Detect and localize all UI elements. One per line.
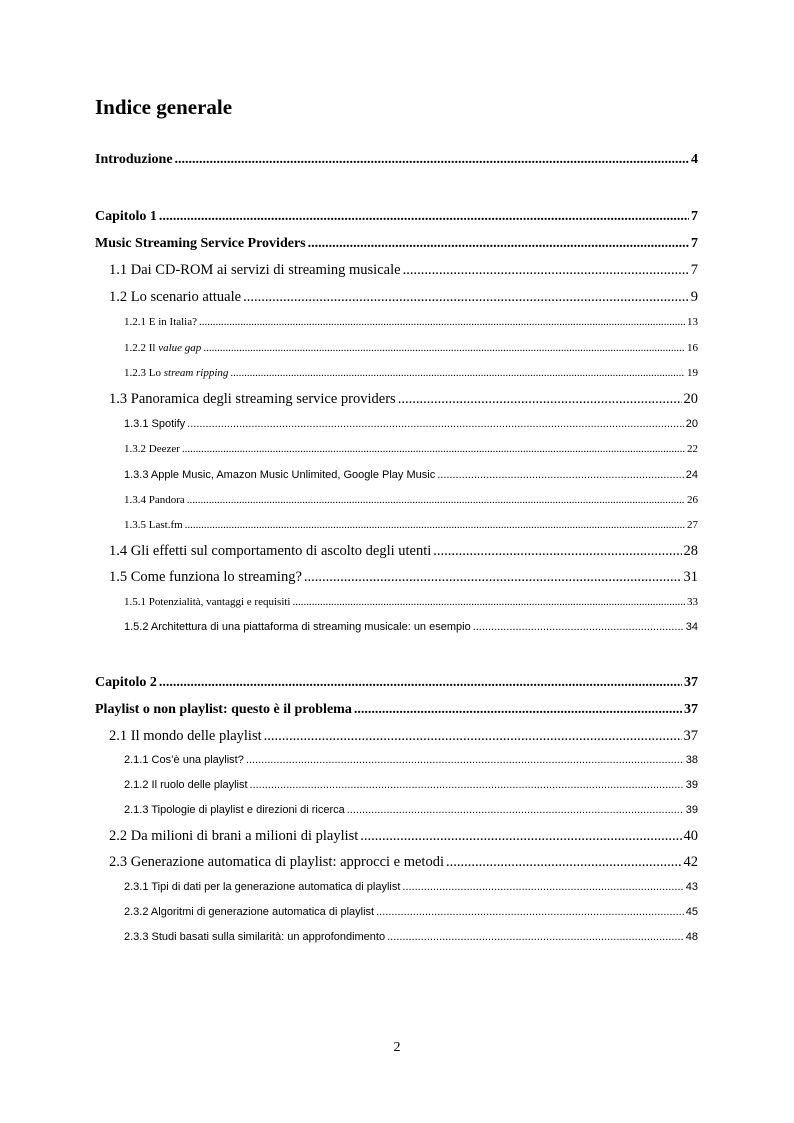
toc-entry-text-roman: 1.2.2 Il — [124, 342, 159, 354]
toc-entry-1-3-2[interactable] — [124, 443, 698, 455]
toc-entry-text: 1.5.1 Potenzialità, vantaggi e requisiti — [124, 596, 291, 608]
toc-entry-1-5-1[interactable] — [124, 596, 698, 608]
toc-page-number: 22 — [687, 443, 698, 455]
toc-page-number: 31 — [683, 569, 698, 585]
toc-entry-text: 1.3.1 Spotify — [124, 418, 186, 430]
toc-page-number: 37 — [683, 728, 698, 744]
toc-entry-text: Introduzione — [95, 152, 173, 167]
toc-entry-introduzione[interactable] — [95, 152, 698, 168]
toc-entry-text: 1.4 Gli effetti sul comportamento di ascolto degli utenti — [109, 543, 432, 559]
toc-entry-2-3-2[interactable] — [124, 906, 698, 918]
toc-leader — [354, 702, 682, 718]
toc-entry-capitolo-2[interactable] — [95, 675, 698, 691]
toc-page-number: 9 — [690, 289, 698, 305]
toc-entry-text: 1.2.1 E in Italia? — [124, 316, 198, 328]
toc-entry-2-3[interactable] — [109, 854, 698, 871]
toc-leader — [360, 828, 681, 845]
toc-page-number: 16 — [687, 342, 698, 354]
toc-leader — [433, 543, 681, 560]
toc-page-number: 28 — [683, 543, 698, 559]
toc-entry-text: 2.2 Da milioni di brani a milioni di playlist — [109, 828, 359, 844]
toc-page-number: 40 — [683, 828, 698, 844]
toc-page-number: 13 — [687, 316, 698, 328]
toc-entry-text: 1.3.5 Last.fm — [124, 519, 183, 531]
page-number: 2 — [393, 1040, 401, 1055]
toc-page-number: 39 — [685, 779, 698, 791]
toc-leader — [175, 152, 689, 168]
toc-entry-capitolo-1[interactable] — [95, 209, 698, 225]
toc-entry-1-3[interactable] — [109, 391, 698, 408]
toc-entry-1-2-2[interactable] — [124, 342, 698, 354]
toc-entry-text: 1.3.3 Apple Music, Amazon Music Unlimited, Google Play Music — [124, 469, 436, 481]
toc-page-number: 43 — [685, 881, 698, 893]
toc-entry-2-1[interactable] — [109, 728, 698, 745]
toc-entry-1-4[interactable] — [109, 543, 698, 560]
toc-entry-1-3-5[interactable] — [124, 519, 698, 531]
toc-entry-2-3-1[interactable] — [124, 881, 698, 893]
toc-leader — [199, 316, 685, 328]
toc-leader — [264, 728, 682, 745]
toc-page-number: 4 — [691, 152, 698, 167]
toc-leader — [403, 262, 689, 279]
toc-leader — [159, 209, 689, 225]
toc-page-number: 37 — [684, 702, 698, 717]
toc-entry-2-1-2[interactable] — [124, 779, 698, 791]
toc-entry-1-5-2[interactable] — [124, 621, 698, 633]
toc-leader — [446, 854, 682, 871]
toc-entry-text: Playlist o non playlist: questo è il problema — [95, 702, 352, 717]
toc-entry-text-italic: stream ripping — [163, 367, 229, 379]
toc-page-number: 37 — [684, 675, 698, 690]
toc-entry-text: 2.1.3 Tipologie di playlist e direzioni di ricerca — [124, 804, 345, 816]
toc-leader — [347, 804, 684, 816]
toc-page-number: 7 — [690, 262, 698, 278]
toc-leader — [159, 675, 682, 691]
page-title: Indice generale — [95, 95, 233, 119]
toc-entry-text-italic: value gap — [158, 342, 202, 354]
toc-page-number: 45 — [685, 906, 698, 918]
toc-leader — [250, 779, 684, 791]
toc-leader — [402, 881, 683, 893]
toc-entry-text: 2.1 Il mondo delle playlist — [109, 728, 262, 744]
toc-entry-text: 1.3 Panoramica degli streaming service providers — [109, 391, 396, 407]
toc-leader — [187, 494, 685, 506]
toc-entry-text: 2.3 Generazione automatica di playlist: approcci e metodi — [109, 854, 444, 870]
toc-entry-text — [124, 342, 201, 354]
toc-page-number: 42 — [683, 854, 698, 870]
toc-entry-text-roman: 1.2.3 Lo — [124, 367, 164, 379]
toc-page-number: 33 — [687, 596, 698, 608]
toc-entry-1-5[interactable] — [109, 569, 698, 586]
toc-page-number: 20 — [685, 418, 698, 430]
toc-page-number: 39 — [685, 804, 698, 816]
toc-leader — [304, 569, 682, 586]
toc-leader — [387, 931, 684, 943]
toc-entry-text: 2.3.1 Tipi di dati per la generazione automatica di playlist — [124, 881, 401, 893]
toc-leader — [246, 754, 684, 766]
toc-entry-2-1-3[interactable] — [124, 804, 698, 816]
toc-entry-1-2-1[interactable] — [124, 316, 698, 328]
toc-page-number: 19 — [687, 367, 698, 379]
toc-entry-text: Capitolo 2 — [95, 675, 157, 690]
toc-entry-1-3-3[interactable] — [124, 469, 698, 481]
toc-entry-text: 2.1.1 Cos’è una playlist? — [124, 754, 244, 766]
toc-page-number: 34 — [685, 621, 698, 633]
toc-leader — [243, 289, 689, 306]
toc-page-number: 24 — [685, 469, 698, 481]
toc-entry-text: 2.3.3 Studi basati sulla similarità: un approfondimento — [124, 931, 386, 943]
toc-entry-text: 2.1.2 Il ruolo delle playlist — [124, 779, 248, 791]
toc-page-number: 27 — [687, 519, 698, 531]
toc-entry-1-3-4[interactable] — [124, 494, 698, 506]
toc-leader — [293, 596, 686, 608]
toc-page-number: 38 — [685, 754, 698, 766]
toc-leader — [182, 443, 685, 455]
toc-leader — [185, 519, 685, 531]
toc-entry-chapter-1-title[interactable] — [95, 236, 698, 252]
toc-leader — [398, 391, 682, 408]
toc-entry-text: 1.3.4 Pandora — [124, 494, 185, 506]
toc-entry-text: 1.5.2 Architettura di una piattaforma di streaming musicale: un esempio — [124, 621, 471, 633]
toc-entry-1-1[interactable] — [109, 262, 698, 279]
toc-entry-text: Music Streaming Service Providers — [95, 236, 306, 251]
toc-entry-text — [124, 367, 228, 379]
toc-page-number: 20 — [683, 391, 698, 407]
toc-entry-chapter-2-title[interactable] — [95, 702, 698, 718]
toc-entry-text: 1.2 Lo scenario attuale — [109, 289, 242, 305]
toc-entry-text: Capitolo 1 — [95, 209, 157, 224]
toc-entry-text: 2.3.2 Algoritmi di generazione automatica di playlist — [124, 906, 375, 918]
toc-leader — [437, 469, 684, 481]
toc-leader — [230, 367, 685, 379]
toc-page-number: 26 — [687, 494, 698, 506]
toc-entry-1-2[interactable] — [109, 289, 698, 306]
toc-page-number: 7 — [691, 236, 698, 251]
toc-entry-2-2[interactable] — [109, 828, 698, 845]
toc-leader — [187, 418, 684, 430]
toc-entry-text: 1.3.2 Deezer — [124, 443, 180, 455]
toc-entry-2-3-3[interactable] — [124, 931, 698, 943]
toc-entry-text: 1.5 Come funziona lo streaming? — [109, 569, 302, 585]
toc-entry-text: 1.1 Dai CD-ROM ai servizi di streaming musicale — [109, 262, 401, 278]
toc-leader — [308, 236, 689, 252]
toc-leader — [203, 342, 685, 354]
toc-leader — [376, 906, 684, 918]
toc-page-number: 7 — [691, 209, 698, 224]
toc-page-number: 48 — [685, 931, 698, 943]
toc-leader — [473, 621, 684, 633]
toc-entry-1-3-1[interactable] — [124, 418, 698, 430]
toc-entry-1-2-3[interactable] — [124, 367, 698, 379]
toc-entry-2-1-1[interactable] — [124, 754, 698, 766]
